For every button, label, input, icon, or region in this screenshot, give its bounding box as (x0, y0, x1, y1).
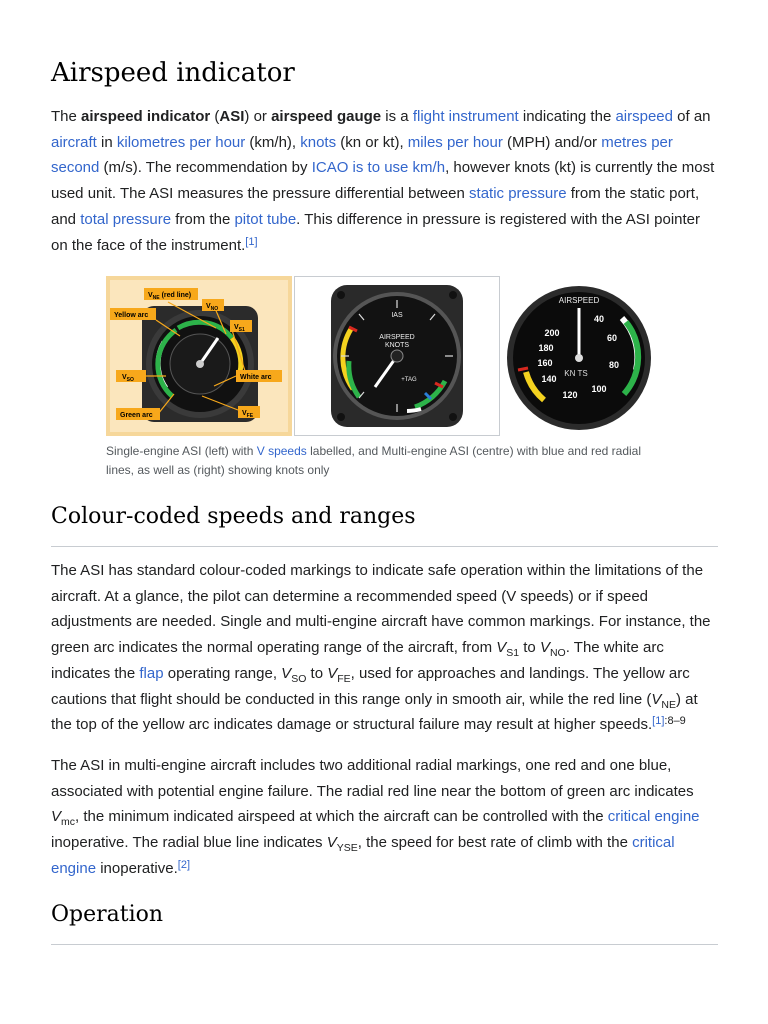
v-subscript: S1 (506, 647, 520, 660)
tick-label: 160 (537, 358, 553, 368)
tick-label: 180 (538, 343, 554, 353)
text-run: (km/h), (245, 133, 301, 151)
multi-engine-asi-diagram (295, 277, 499, 435)
reference-1[interactable]: [1] (245, 235, 258, 248)
text-run: to (306, 664, 328, 682)
tick-label: 200 (544, 328, 560, 338)
airspeed-title: AIRSPEED (558, 296, 600, 305)
text-run: The ASI in multi-engine aircraft includes two additional radial markings, one red and one blue, associated with potential engine failure. The radial red line near the bottom of green arc indicates (51, 757, 694, 800)
tick-label: 40 (593, 314, 605, 324)
text-run: , the minimum indicated airspeed at which the aircraft can be controlled with the (75, 808, 608, 826)
text-run: inoperative. The radial blue line indicates (51, 834, 327, 852)
v-subscript: NE (661, 698, 676, 711)
link-miles-per-hour[interactable]: miles per hour (407, 133, 503, 151)
vs1-callout-label: $V_{S1}$ (234, 324, 245, 333)
colour-coded-paragraph-1 (51, 558, 718, 738)
green-arc-callout-label: Green arc (120, 412, 153, 419)
link-aircraft[interactable]: aircraft (51, 133, 97, 151)
page-title: Airspeed indicator (51, 58, 295, 88)
text-run: from the (171, 210, 235, 228)
text-run: Single-engine ASI (left) with (106, 444, 257, 458)
tick-label: 100 (591, 384, 607, 394)
text-run: (kn or kt), (336, 133, 408, 151)
v-symbol: V (326, 834, 337, 852)
link-pitot-tube[interactable]: pitot tube (234, 210, 297, 228)
text-run: , the speed for best rate of climb with the (357, 834, 633, 852)
text-run: to (519, 639, 540, 657)
vne-callout-label: $V_{NE}$ (red line) (148, 292, 192, 301)
asi-figure (106, 276, 654, 436)
knots-unit-label: KN TS (564, 369, 588, 378)
bold-term: airspeed indicator (81, 108, 211, 125)
link-flap[interactable]: flap (139, 664, 164, 682)
reference-pages: :8–9 (664, 715, 686, 728)
colour-coded-paragraph-2 (51, 753, 718, 882)
tick-label: 60 (606, 333, 618, 343)
reference-1[interactable]: [1] (652, 715, 665, 728)
section-heading-colour-coded: Colour-coded speeds and ranges (51, 504, 416, 529)
single-engine-asi-diagram (106, 276, 292, 436)
text-run: labelled, and Multi-engine ASI (centre) with blue and red radial lines, as well as (right) showing knots only (106, 444, 641, 477)
tag-label: +TAG (401, 377, 417, 383)
v-symbol: V (327, 664, 338, 682)
text-run: ) or (244, 108, 272, 125)
link-kilometres-per-hour[interactable]: kilometres per hour (116, 133, 246, 151)
v-subscript: FE (337, 672, 351, 685)
tick-label: 80 (608, 360, 620, 370)
link-icao[interactable]: ICAO is to use km/h (311, 159, 446, 177)
text-run: (MPH) and/or (502, 133, 602, 151)
bold-term: ASI (219, 108, 245, 125)
text-run: of an (673, 108, 711, 125)
v-subscript: NO (549, 647, 566, 660)
v-subscript: SO (291, 672, 307, 685)
tick-label: 120 (562, 390, 578, 400)
reference-2[interactable]: [2] (177, 858, 190, 871)
v-symbol: V (51, 808, 62, 826)
knots-asi-image[interactable] (504, 276, 654, 436)
knots-label: KNOTS (384, 342, 410, 349)
text-run: , used for approaches and landings. The yellow arc cautions that flight should be conducted in this range only in smooth air, while the red line ( (51, 664, 690, 708)
link-flight-instrument[interactable]: flight instrument (412, 108, 519, 125)
v-symbol: V (496, 639, 507, 657)
link-knots[interactable]: knots (300, 133, 337, 151)
airspeed-label: AIRSPEED (379, 334, 415, 341)
link-airspeed[interactable]: airspeed (615, 108, 673, 125)
yellow-arc-callout-label: Yellow arc (114, 312, 149, 319)
text-run: from the static port, and (51, 185, 700, 228)
section-heading-operation: Operation (51, 902, 164, 927)
multi-engine-asi-image[interactable] (294, 276, 500, 436)
intro-paragraph (51, 104, 718, 258)
link-total-pressure[interactable]: total pressure (80, 210, 172, 228)
link-static-pressure[interactable]: static pressure (469, 185, 567, 203)
v-symbol: V (651, 690, 662, 708)
vso-callout-label: $V_{SO}$ (122, 374, 134, 383)
text-run: . This difference in pressure is registered with the ASI pointer on the face of the instrument. (51, 210, 700, 254)
figure-caption (106, 442, 666, 479)
link-critical-engine[interactable]: critical engine (607, 808, 700, 826)
knots-asi-diagram (504, 276, 654, 436)
text-run: in (96, 133, 117, 151)
text-run: is a (381, 108, 413, 125)
text-run: ) at the top of the yellow arc indicates damage or structural failure may result at higher speeds. (51, 690, 698, 734)
text-run: , however knots (kt) is currently the most used unit. The ASI measures the pressure differential between (51, 159, 715, 203)
white-arc-callout-label: White arc (240, 374, 272, 381)
text-run: ( (210, 108, 220, 125)
v-subscript: YSE (336, 842, 358, 855)
vfe-callout-label: $V_{FE}$ (242, 410, 254, 419)
link-v-speeds[interactable]: V speeds (256, 444, 307, 458)
text-run: The (51, 108, 82, 125)
vno-callout-label: $V_{NO}$ (206, 303, 219, 312)
text-run: (m/s). The recommendation by (99, 159, 312, 177)
text-run: operating range, (163, 664, 282, 682)
link-critical-engine[interactable]: critical engine (51, 834, 675, 877)
v-subscript: mc (61, 816, 76, 829)
single-engine-asi-image[interactable] (106, 276, 292, 436)
text-run: inoperative. (96, 859, 178, 877)
text-run: . The white arc indicates the (51, 639, 664, 682)
v-symbol: V (281, 664, 292, 682)
text-run: The ASI has standard colour-coded markings to indicate safe operation within the limitations of the aircraft. At a glance, the pilot can determine a recommended speed (V speeds) or if speed adjustments are needed. Single and multi-engine aircraft have common markings. For instance, the green arc indicates the normal operating range of the aircraft, from (51, 562, 711, 657)
section-divider (51, 546, 718, 547)
v-symbol: V (539, 639, 550, 657)
ias-label: IAS (391, 312, 403, 319)
section-divider (51, 944, 718, 945)
bold-term: airspeed gauge (271, 108, 382, 125)
link-metres-per-second[interactable]: metres per second (51, 133, 673, 177)
tick-label: 140 (541, 374, 557, 384)
text-run: indicating the (518, 108, 616, 125)
